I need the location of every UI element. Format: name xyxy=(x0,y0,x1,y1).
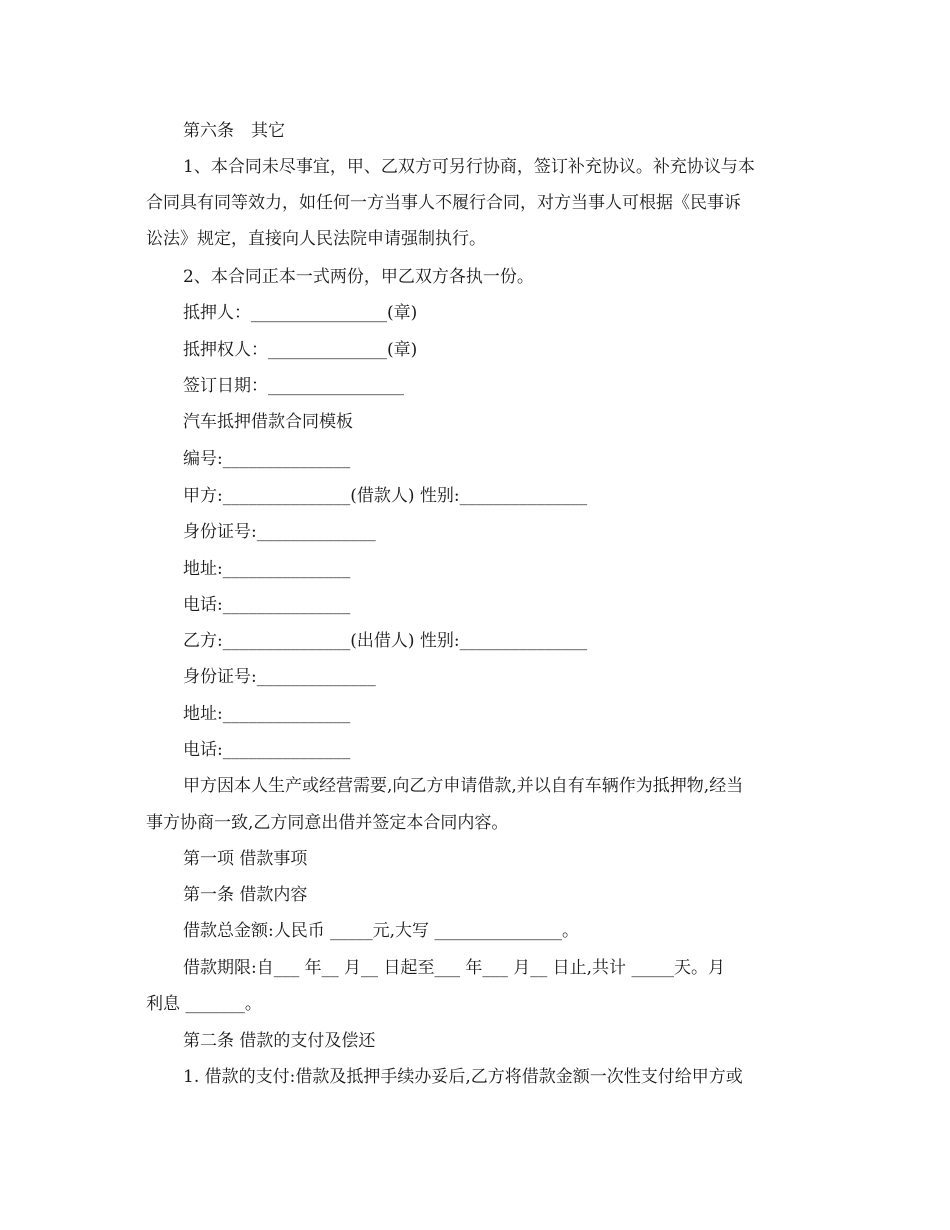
preamble-line-1: 甲方因本人生产或经营需要,向乙方申请借款,并以自有车辆作为抵押物,经当 xyxy=(183,776,744,796)
article-2-heading: 第二条 借款的支付及偿还 xyxy=(183,1031,376,1051)
mortgagor-signature-line: 抵押人：________________(章) xyxy=(183,303,418,323)
party-b-address-line: 地址:_______________ xyxy=(183,704,351,724)
clause-6-1-line-3: 讼法》规定，直接向人民法院申请强制执行。 xyxy=(146,229,486,249)
loan-amount-line: 借款总金额:人民币 _____元,大写 _______________。 xyxy=(183,921,579,941)
contract-number-line: 编号:_______________ xyxy=(183,449,351,469)
clause-6-1-line-2: 合同具有同等效力，如任何一方当事人不履行合同，对方当事人可根据《民事诉 xyxy=(146,193,741,213)
item-1-heading: 第一项 借款事项 xyxy=(183,849,308,869)
loan-term-line-2: 利息 _______。 xyxy=(146,994,262,1014)
article-1-heading: 第一条 借款内容 xyxy=(183,885,308,905)
mortgagee-signature-line: 抵押权人：______________(章) xyxy=(183,340,418,360)
party-b-id-line: 身份证号:______________ xyxy=(183,667,376,687)
signing-date-line: 签订日期：________________ xyxy=(183,376,404,396)
party-a-line: 甲方:_______________(借款人) 性别:_______________ xyxy=(183,486,588,506)
party-a-phone-line: 电话:_______________ xyxy=(183,595,351,615)
preamble-line-2: 事方协商一致,乙方同意出借并签定本合同内容。 xyxy=(146,813,509,833)
template-title: 汽车抵押借款合同模板 xyxy=(183,412,353,432)
payment-clause-line: 1. 借款的支付:借款及抵押手续办妥后,乙方将借款金额一次性支付给甲方或 xyxy=(183,1067,743,1087)
article-6-heading: 第六条 其它 xyxy=(183,121,285,141)
party-a-address-line: 地址:_______________ xyxy=(183,559,351,579)
loan-term-line-1: 借款期限:自___ 年__ 月__ 日起至___ 年___ 月__ 日止,共计 _____天。月 xyxy=(183,958,725,978)
party-b-phone-line: 电话:_______________ xyxy=(183,740,351,760)
party-a-id-line: 身份证号:______________ xyxy=(183,522,376,542)
clause-6-1-line-1: 1、本合同未尽事宜，甲、乙双方可另行协商，签订补充协议。补充协议与本 xyxy=(183,157,755,177)
clause-6-2: 2、本合同正本一式两份，甲乙双方各执一份。 xyxy=(183,267,534,287)
party-b-line: 乙方:_______________(出借人) 性别:_______________ xyxy=(183,631,588,651)
